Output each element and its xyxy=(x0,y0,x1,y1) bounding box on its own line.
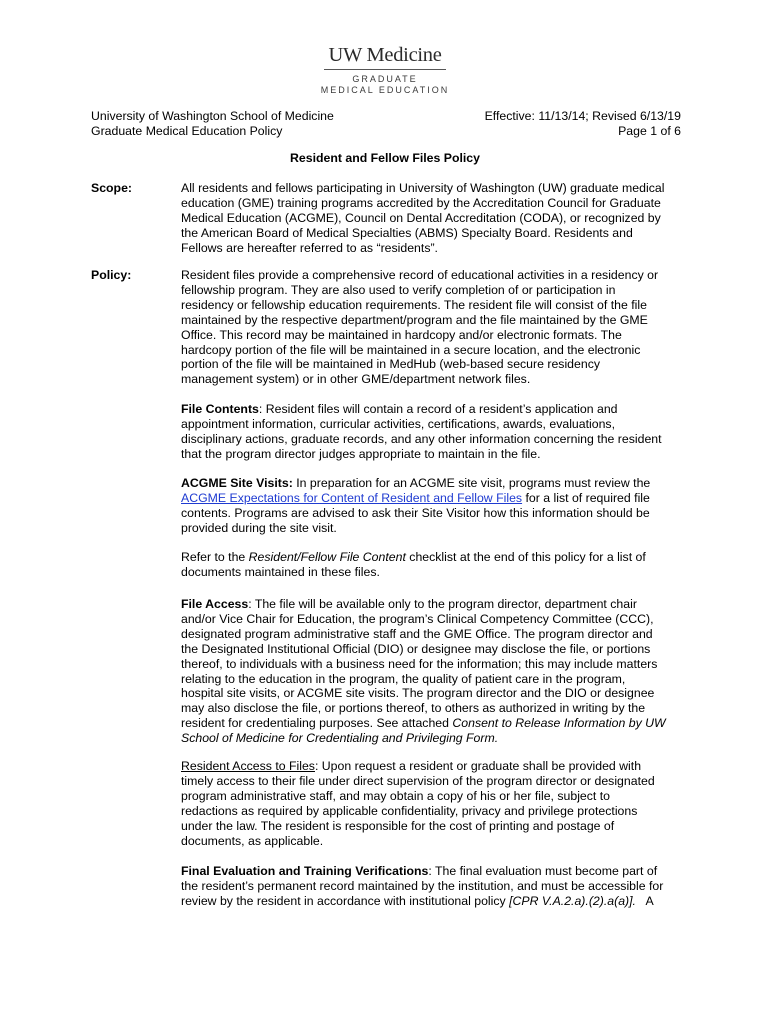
policy-line: Resident files provide a comprehensive record of educational activities in a residency or xyxy=(181,268,659,282)
document-title: Resident and Fellow Files Policy xyxy=(290,151,480,165)
file-access-line: the Designated Institutional Official (DIO) or designee may disclose the file, or portions xyxy=(181,641,651,656)
acgme-section xyxy=(181,476,681,536)
file-contents-heading: File Contents xyxy=(181,402,259,416)
file-access-line: hospital site visits, or ACGME site visits. The program director and the DIO or designee xyxy=(181,686,655,701)
refer-suffix: checklist at the end of this policy for a list of xyxy=(405,550,646,564)
acgme-line: contents. Programs are advised to ask their Site Visitor how this information should be xyxy=(181,505,650,520)
final-eval-line3-prefix: review by the resident in accordance with institutional policy xyxy=(181,893,510,908)
header-policy-type: Graduate Medical Education Policy xyxy=(91,123,283,138)
scope-line: All residents and fellows participating in University of Washington (UW) graduate medical xyxy=(181,181,665,195)
scope-line: education (GME) training programs accredited by the Accreditation Council for Graduate xyxy=(181,195,661,210)
resident-access-section xyxy=(181,759,681,848)
logo-wordmark: UW Medicine xyxy=(328,44,442,66)
consent-form-name-cont: School of Medicine for Credentialing and Privileging Form. xyxy=(181,731,499,746)
resident-access-text: : Upon request a resident or graduate shall be provided with xyxy=(314,759,642,773)
refer-section xyxy=(181,550,681,580)
cpr-citation: [CPR V.A.2.a).(2).a(a)]. xyxy=(509,893,636,908)
policy-line: hardcopy portion of the file will be maintained in a secure location, and the electronic xyxy=(181,342,641,357)
file-access-text: : The file will be available only to the program director, department chair xyxy=(248,597,637,611)
final-eval-heading: Final Evaluation and Training Verifications xyxy=(181,864,429,878)
refer-checklist-name: Resident/Fellow File Content xyxy=(248,550,406,564)
final-eval-text: : The final evaluation must become part of xyxy=(428,864,658,878)
file-access-heading: File Access xyxy=(181,597,249,611)
scope-line: Fellows are hereafter referred to as “residents”. xyxy=(181,240,438,255)
resident-access-line: timely access to their file under direct supervision of the program director or designated xyxy=(181,773,655,788)
logo-divider xyxy=(324,69,446,70)
resident-access-line: documents, as applicable. xyxy=(181,833,324,848)
policy-intro xyxy=(181,268,681,387)
file-access-line: designated program administrative staff and the GME Office. The program director and xyxy=(181,626,653,641)
policy-label: Policy: xyxy=(91,268,132,282)
policy-line: residency or fellowship education requirements. The resident file will consist of the file xyxy=(181,297,647,312)
header-effective-date: Effective: 11/13/14; Revised 6/13/19 xyxy=(484,109,681,123)
resident-access-line: program administrative staff, and may obtain a copy of his or her file, subject to xyxy=(181,788,611,803)
resident-access-heading: Resident Access to Files xyxy=(181,759,315,773)
header-institution: University of Washington School of Medicine xyxy=(91,109,334,123)
uw-medicine-logo xyxy=(318,44,452,96)
refer-line: documents maintained in these files. xyxy=(181,564,380,579)
logo-subtitle-line2: MEDICAL EDUCATION xyxy=(320,85,450,95)
header-page-number: Page 1 of 6 xyxy=(618,123,681,138)
policy-line: management system) or in other GME/department network files. xyxy=(181,372,531,387)
file-access-line: may also disclose the file, or portions thereof, to others as authorized in writing by the xyxy=(181,701,646,716)
scope-text xyxy=(181,181,681,256)
policy-line: fellowship program. They are also used to verify completion of or participation in xyxy=(181,282,616,297)
policy-line: Office. This record may be maintained in hardcopy and/or electronic formats. The xyxy=(181,327,622,342)
policy-line: maintained by the respective department/program and the file maintained by the GME xyxy=(181,312,648,327)
acgme-line: provided during the site visit. xyxy=(181,520,337,535)
scope-label: Scope: xyxy=(91,181,132,195)
scope-line: Medical Education (ACGME), Council on Dental Accreditation (CODA), or recognized by xyxy=(181,210,661,225)
file-access-section xyxy=(181,597,681,746)
resident-access-line: redactions as required by applicable confidentiality, privacy and privilege protections xyxy=(181,803,638,818)
acgme-heading: ACGME Site Visits: xyxy=(181,476,293,490)
policy-line: portion of the file will be maintained in MedHub (web-based secure residency xyxy=(181,357,601,372)
file-contents-line: disciplinary actions, graduate records, and any other information concerning the resident xyxy=(181,431,662,446)
file-contents-line: that the program director judges appropriate to maintain in the file. xyxy=(181,446,541,461)
file-access-line: relating to the education in the program, the quality of patient care in the program, xyxy=(181,671,626,686)
logo-subtitle-line1: GRADUATE xyxy=(352,74,418,84)
scope-line: the American Board of Medical Specialties (ABMS) Specialty Board. Residents and xyxy=(181,225,633,240)
refer-prefix: Refer to the xyxy=(181,550,249,564)
final-eval-line: the resident’s permanent record maintained by the institution, and must be accessible for xyxy=(181,878,664,893)
file-access-line: and/or Vice Chair for Education, the program’s Clinical Competency Committee (CCC), xyxy=(181,611,654,626)
consent-form-name: Consent to Release Information by UW xyxy=(452,716,666,731)
header-right xyxy=(485,109,681,139)
file-access-line: thereof, to individuals with a business need for the information; this may include matters xyxy=(181,656,658,671)
header-left xyxy=(91,109,334,139)
acgme-after-link: for a list of required file xyxy=(522,490,650,505)
acgme-expectations-link[interactable]: ACGME Expectations for Content of Resident and Fellow Files xyxy=(181,490,523,505)
file-contents-text: : Resident files will contain a record of a resident’s application and xyxy=(258,402,618,416)
file-contents-section xyxy=(181,402,681,462)
file-access-last-prefix: resident for credentialing purposes. See attached xyxy=(181,716,453,731)
file-contents-line: appointment information, curricular activities, certifications, awards, evaluations, xyxy=(181,416,615,431)
final-eval-line3-suffix: A xyxy=(635,893,654,908)
final-eval-section xyxy=(181,864,681,909)
acgme-text: In preparation for an ACGME site visit, programs must review the xyxy=(292,476,651,490)
resident-access-line: under the law. The resident is responsible for the cost of printing and postage of xyxy=(181,818,615,833)
